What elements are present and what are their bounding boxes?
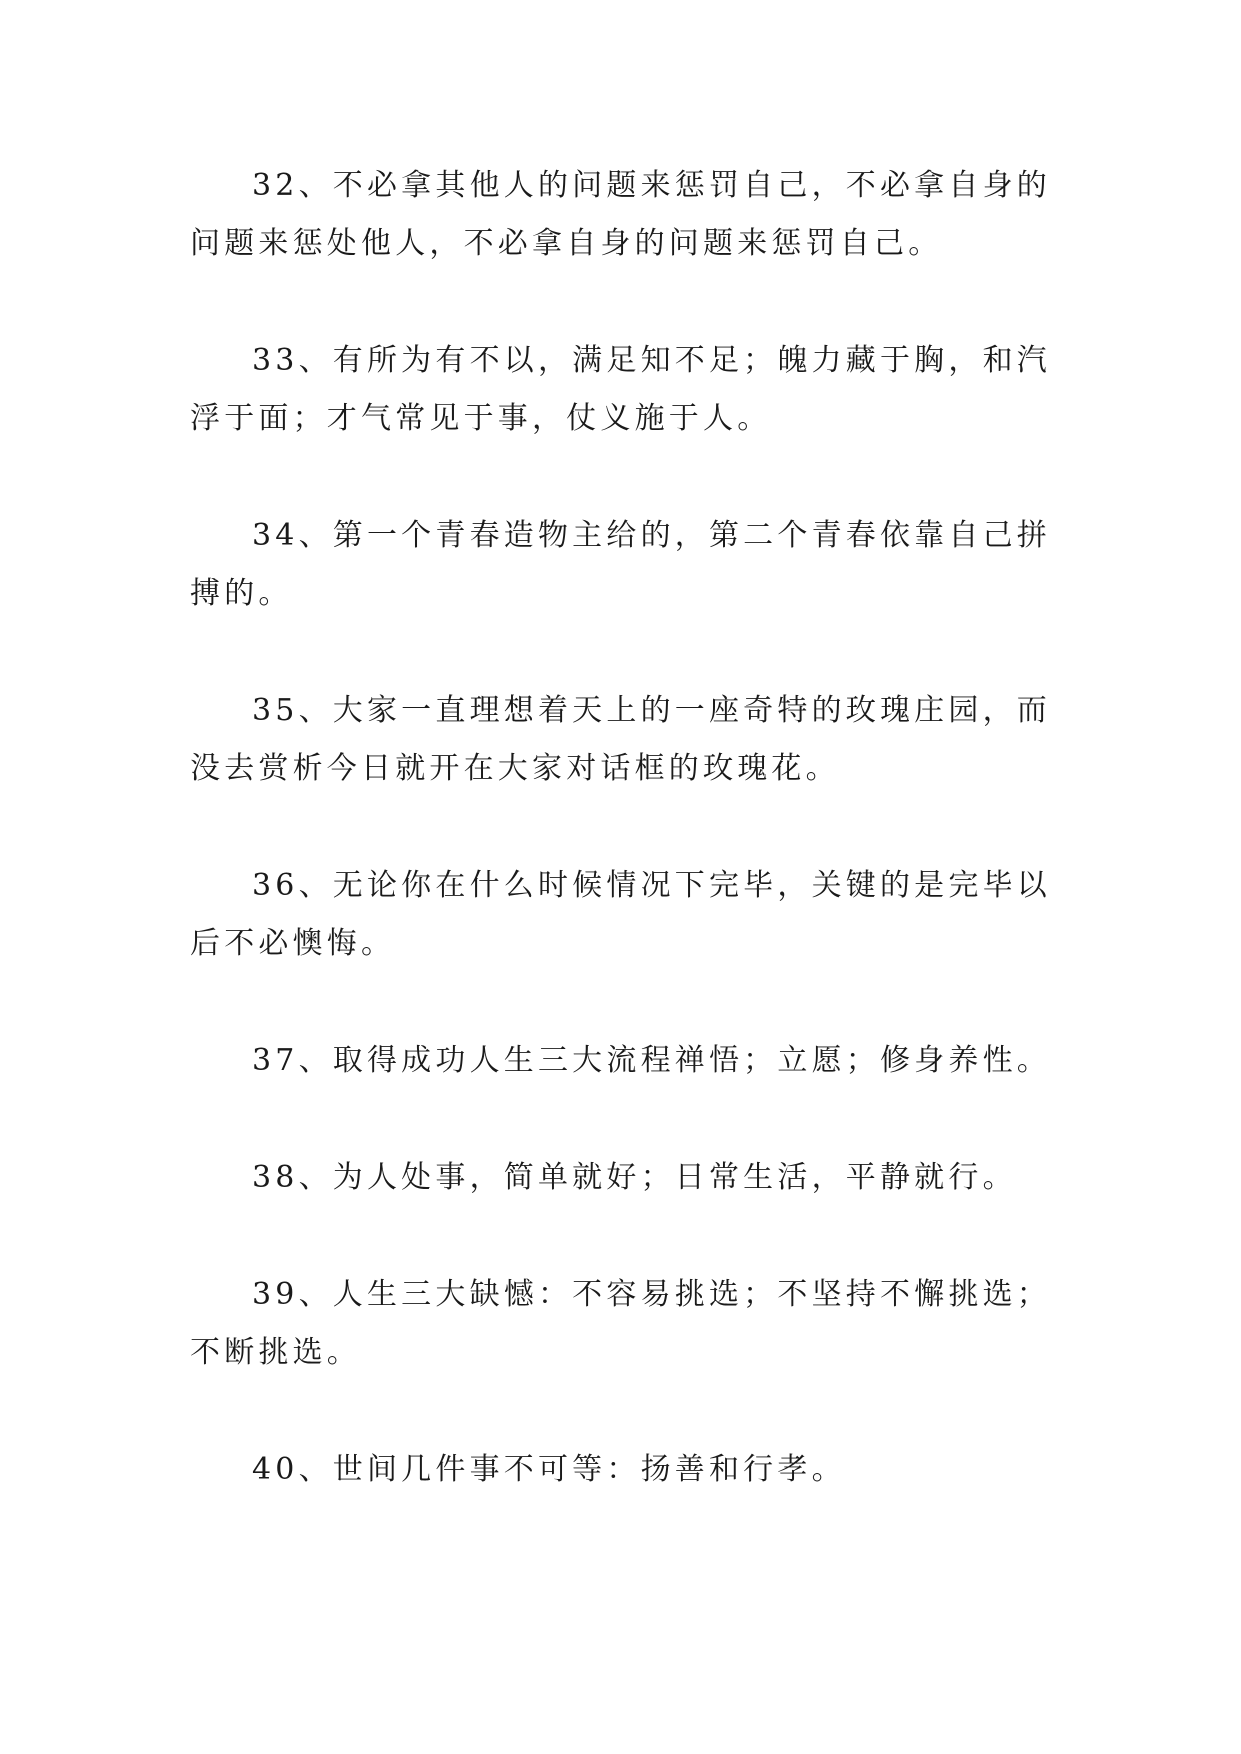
paragraph-37: 37、取得成功人生三大流程禅悟；立愿；修身养性。 bbox=[252, 1043, 1051, 1078]
paragraph-39: 39、人生三大缺憾：不容易挑选；不坚持不懈挑选；不断挑选。 bbox=[190, 1277, 1051, 1370]
paragraph-38: 38、为人处事，简单就好；日常生活，平静就行。 bbox=[252, 1160, 1017, 1195]
paragraph-34: 34、第一个青春造物主给的，第二个青春依靠自己拼搏的。 bbox=[190, 518, 1051, 611]
paragraph-35: 35、大家一直理想着天上的一座奇特的玫瑰庄园，而没去赏析今日就开在大家对话框的玫瑰花。 bbox=[190, 693, 1051, 786]
paragraph-40: 40、世间几件事不可等：扬善和行孝。 bbox=[252, 1452, 846, 1487]
paragraph-32: 32、不必拿其他人的问题来惩罚自己，不必拿自身的问题来惩处他人，不必拿自身的问题来惩罚自己。 bbox=[190, 168, 1051, 261]
paragraph-36: 36、无论你在什么时候情况下完毕，关键的是完毕以后不必懊悔。 bbox=[190, 868, 1051, 961]
paragraph-33: 33、有所为有不以，满足知不足；魄力藏于胸，和汽浮于面；才气常见于事，仗义施于人。 bbox=[190, 343, 1051, 436]
